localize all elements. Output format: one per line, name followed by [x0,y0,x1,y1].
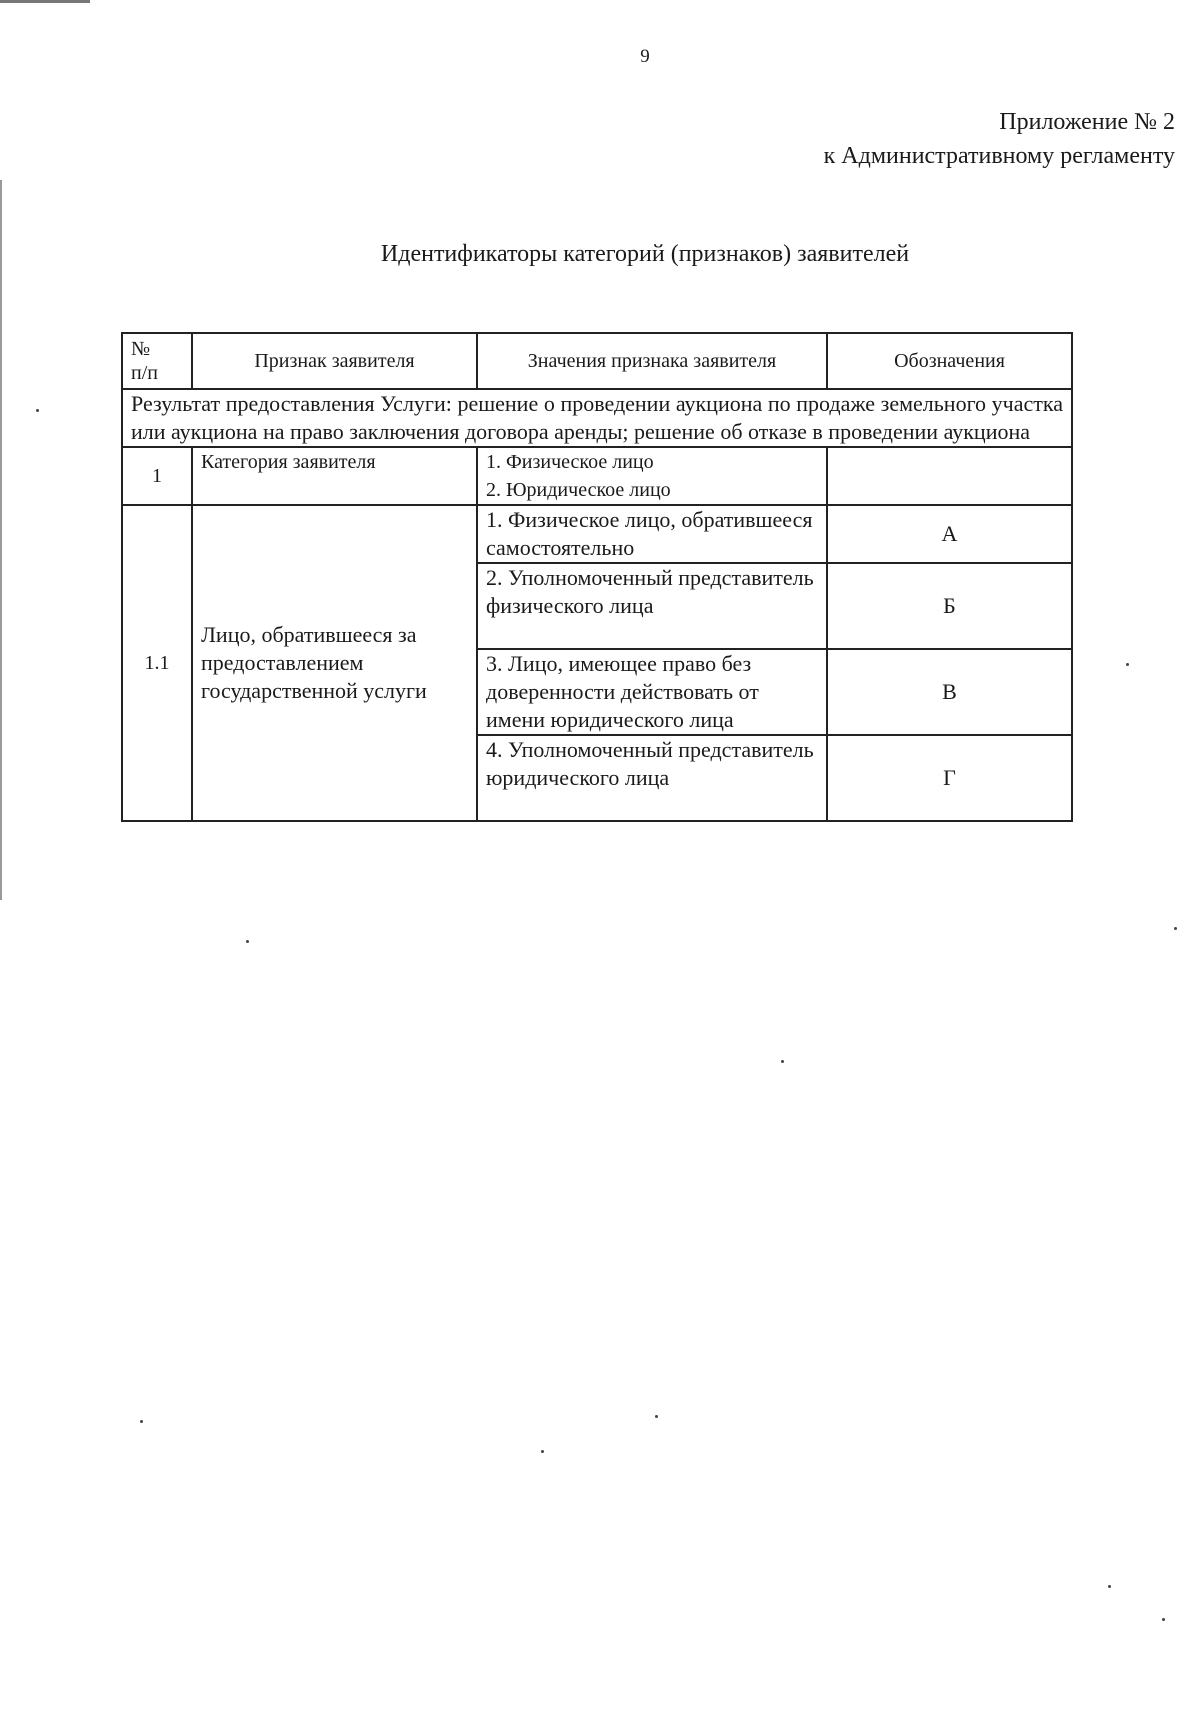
scan-speck [1174,927,1177,930]
group-sign: Лицо, обратившееся за предоставлением государственной услуги [192,505,477,821]
group-value: 3. Лицо, имеющее право без доверенности действовать от имени юридического лица [477,649,827,735]
scan-speck [246,940,249,943]
scan-speck [1108,1585,1111,1588]
scan-speck [36,409,39,412]
scan-speck [1162,1618,1165,1621]
table-row [122,389,1072,447]
row-sign: Категория заявителя [192,447,477,505]
scan-speck [140,1420,143,1423]
row-value-line-1: 1. Физическое лицо [486,451,654,473]
header-sign: Признак заявителя [192,333,477,389]
table-row [122,505,1072,563]
appendix-line-2: к Административному регламенту [823,143,1175,169]
group-code: Б [827,563,1072,649]
header-number-line-2: п/п [131,362,158,384]
group-code: А [827,505,1072,563]
scan-speck [1126,663,1129,666]
row-number: 1 [122,447,192,505]
scan-edge-mark [0,0,90,3]
header-number [122,333,192,389]
group-number: 1.1 [122,505,192,821]
result-cell: Результат предоставления Услуги: решение о проведении аукциона по продаже земельного участка или аукциона на право заключения договора аренды; решение об отказе в проведении аукциона [122,389,1072,447]
row-value-line-2: 2. Юридическое лицо [486,479,671,501]
group-value: 4. Уполномоченный представитель юридического лица [477,735,827,821]
scan-speck [781,1060,784,1063]
appendix-line-1: Приложение № 2 [999,109,1175,135]
group-code: В [827,649,1072,735]
group-value: 1. Физическое лицо, обратившееся самостоятельно [477,505,827,563]
group-value: 2. Уполномоченный представитель физического лица [477,563,827,649]
identifiers-table [121,332,1073,822]
scan-speck [541,1450,544,1453]
header-value: Значения признака заявителя [477,333,827,389]
scan-edge-line [0,180,2,900]
page-number: 9 [640,46,650,67]
table-header-row [122,333,1072,389]
group-code: Г [827,735,1072,821]
row-value [477,447,827,505]
row-code [827,447,1072,505]
header-number-line-1: № [131,338,151,360]
appendix-header [824,105,1175,173]
document-title: Идентификаторы категорий (признаков) заявителей [380,241,910,267]
scan-speck [655,1415,658,1418]
table-row [122,447,1072,505]
header-code: Обозначения [827,333,1072,389]
